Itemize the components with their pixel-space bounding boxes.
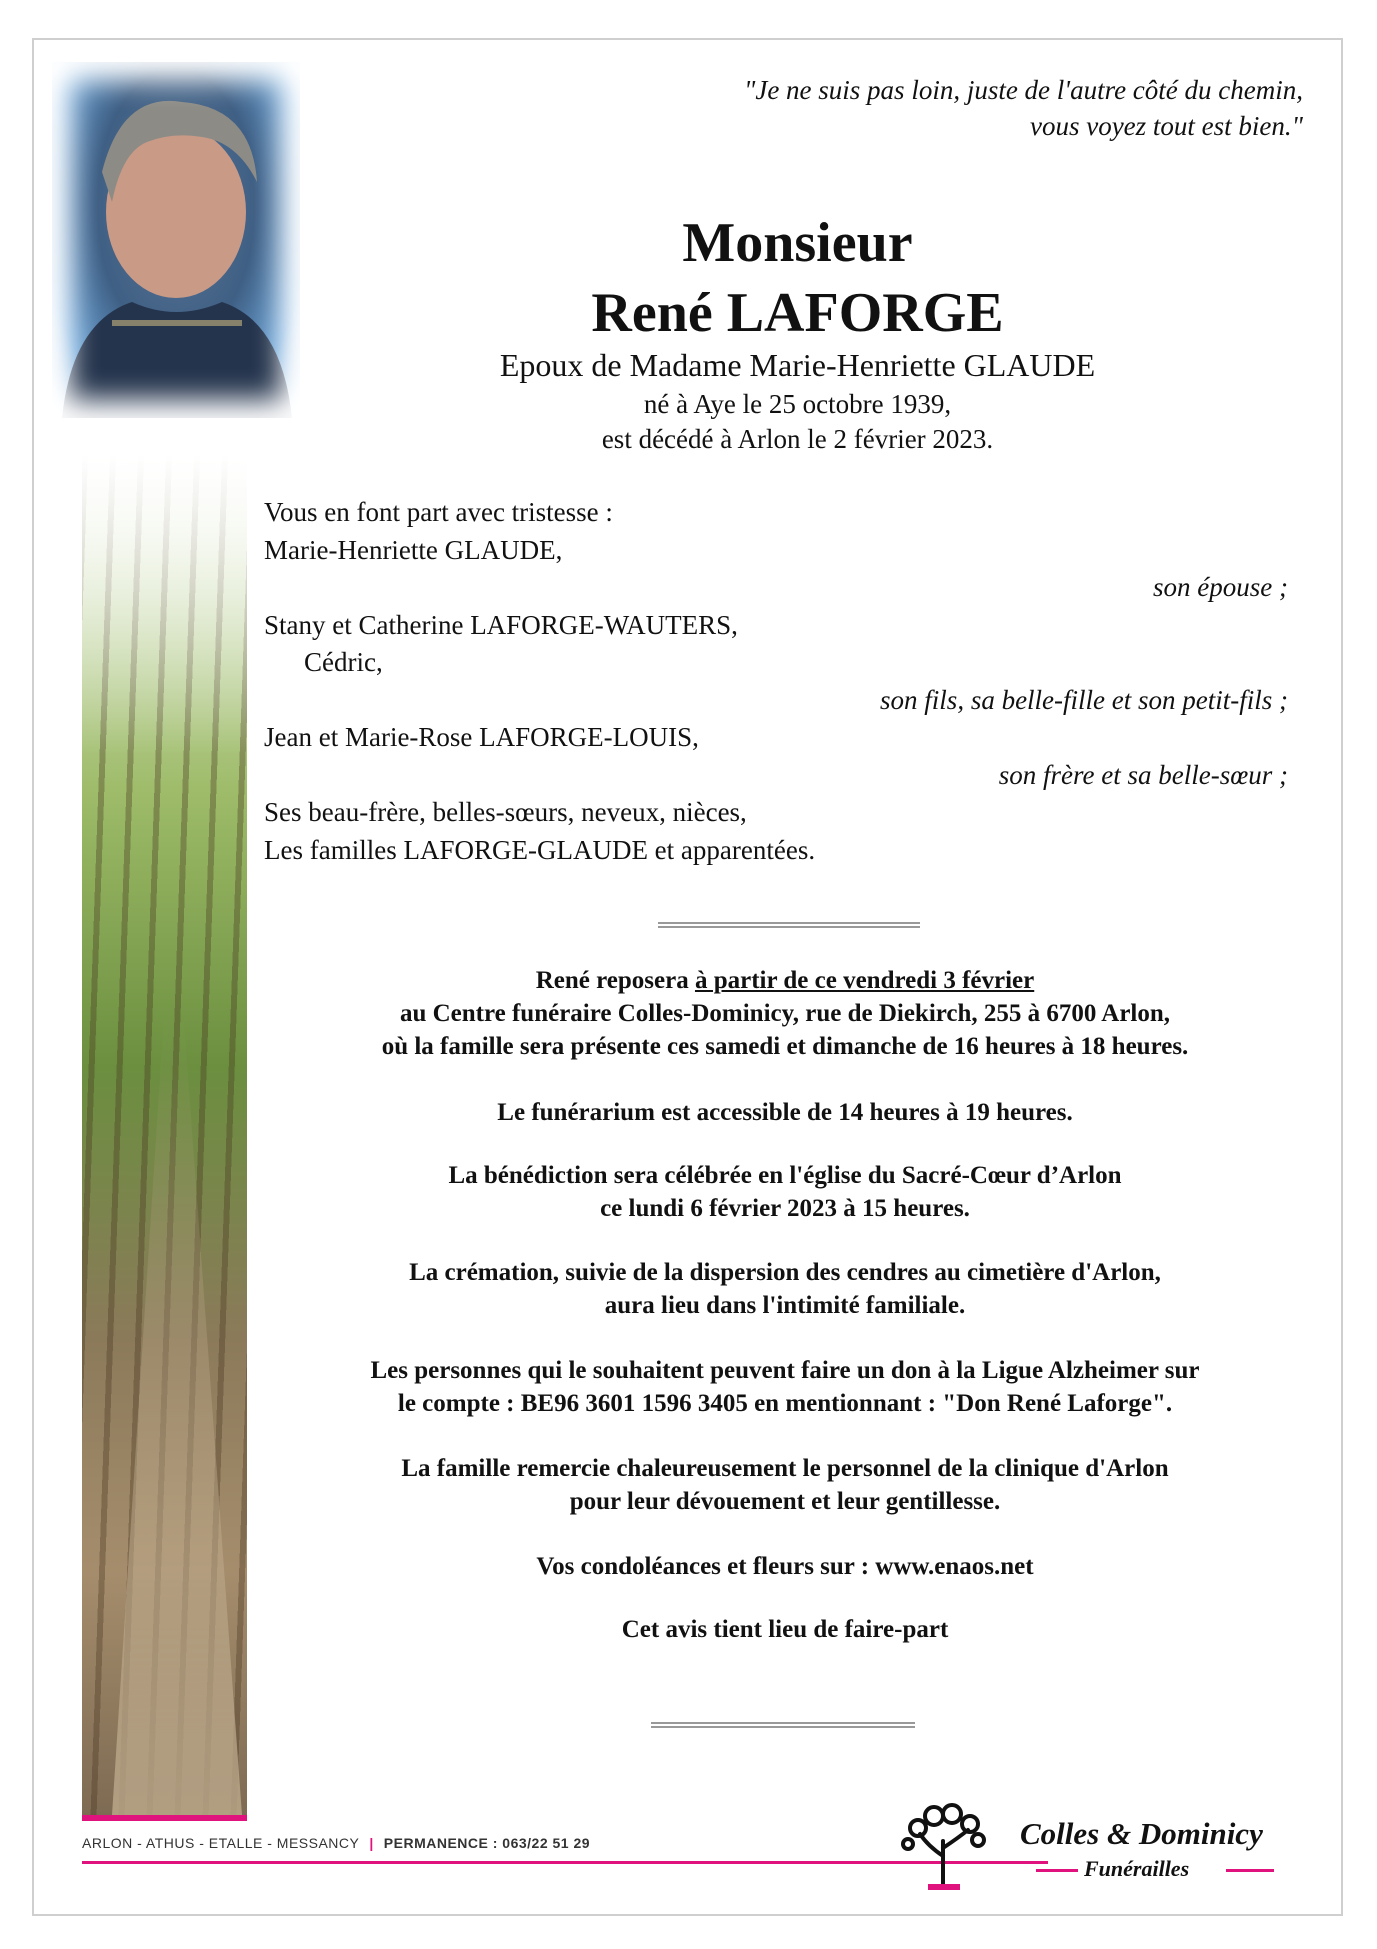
birth-line: né à Aye le 25 octobre 1939, — [643, 389, 952, 419]
thanks-line-1: La famille remercie chaleureusement le personnel de la clinique d'Arlon — [401, 1455, 1169, 1482]
benediction-line-1: La bénédiction sera célébrée en l'église du Sacré-Cœur d’Arlon — [448, 1162, 1122, 1189]
repose-family-presence: où la famille sera présente ces samedi et dimanche de 16 heures à 18 heures. — [381, 1033, 1189, 1060]
donation-line-1: Les personnes qui le souhaitent peuvent faire un don à la Ligue Alzheimer sur — [370, 1357, 1200, 1384]
quote-line-2: vous voyez tout est bien." — [1029, 111, 1303, 141]
family-relation: son épouse ; — [1153, 572, 1288, 602]
repose-date: à partir de ce vendredi 3 février — [694, 967, 1035, 994]
footer-permanence: PERMANENCE : 063/22 51 29 — [383, 1835, 591, 1851]
cremation-block — [255, 1256, 1315, 1322]
family-line: Les familles LAFORGE-GLAUDE et apparentées. — [264, 834, 816, 865]
logo-subtitle: Funérailles — [1084, 1856, 1190, 1881]
footer-separator: | — [369, 1835, 374, 1851]
benediction-line-2: ce lundi 6 février 2023 à 15 heures. — [600, 1195, 970, 1222]
family-line: Marie-Henriette GLAUDE, — [264, 534, 563, 565]
thanks-line-2: pour leur dévouement et leur gentillesse. — [569, 1488, 1001, 1515]
family-announcement — [264, 494, 1288, 869]
funerarium-hours: Le funérarium est accessible de 14 heures à 19 heures. — [497, 1099, 1073, 1126]
quote-line-1: "Je ne suis pas loin, juste de l'autre côté du chemin, — [744, 75, 1303, 105]
footer-contact — [82, 1835, 590, 1851]
repose-prefix: René reposera — [535, 967, 695, 994]
logo-accent-line — [1036, 1869, 1078, 1872]
family-line: Cédric, — [304, 647, 383, 677]
forest-path-image — [82, 455, 247, 1815]
family-line: Stany et Catherine LAFORGE-WAUTERS, — [264, 609, 738, 640]
donation-block — [255, 1354, 1315, 1420]
repose-block — [255, 964, 1315, 1063]
spouse-line: Epoux de Madame Marie-Henriette GLAUDE — [499, 347, 1096, 383]
family-relation: son fils, sa belle-fille et son petit-fils ; — [880, 684, 1288, 715]
death-line: est décédé à Arlon le 2 février 2023. — [601, 424, 994, 454]
footer-locations: ARLON - ATHUS - ETALLE - MESSANCY — [82, 1835, 360, 1851]
divider — [658, 922, 920, 928]
portrait-photo — [52, 62, 300, 418]
logo-accent-line — [1226, 1869, 1274, 1872]
forest-accent-bar — [82, 1815, 247, 1821]
family-line: Jean et Marie-Rose LAFORGE-LOUIS, — [264, 722, 699, 752]
family-relation: son frère et sa belle-sœur ; — [998, 759, 1288, 790]
civility: Monsieur — [682, 212, 913, 274]
company-logo — [888, 1786, 1288, 1896]
logo-brand: Colles & Dominicy — [1020, 1816, 1263, 1851]
repose-location: au Centre funéraire Colles-Dominicy, rue de Diekirch, 255 à 6700 Arlon, — [399, 1000, 1171, 1027]
family-line: Ses beau-frère, belles-sœurs, neveux, nièces, — [264, 797, 747, 827]
cremation-line-1: La crémation, suivie de la dispersion des cendres au cimetière d'Arlon, — [409, 1259, 1161, 1286]
benediction-block — [255, 1159, 1315, 1225]
thanks-block — [255, 1452, 1315, 1518]
divider — [651, 1722, 915, 1728]
tree-icon — [888, 1786, 1008, 1896]
faire-part-line: Cet avis tient lieu de faire-part — [621, 1616, 949, 1643]
family-intro: Vous en font part avec tristesse : — [264, 497, 613, 527]
condolences-line: Vos condoléances et fleurs sur : www.enaos.net — [536, 1553, 1034, 1580]
epitaph-quote — [503, 72, 1303, 144]
donation-line-2: le compte : BE96 3601 1596 3405 en mentionnant : "Don René Laforge". — [397, 1390, 1173, 1417]
cremation-line-2: aura lieu dans l'intimité familiale. — [604, 1292, 966, 1319]
deceased-name: René LAFORGE — [591, 282, 1004, 344]
